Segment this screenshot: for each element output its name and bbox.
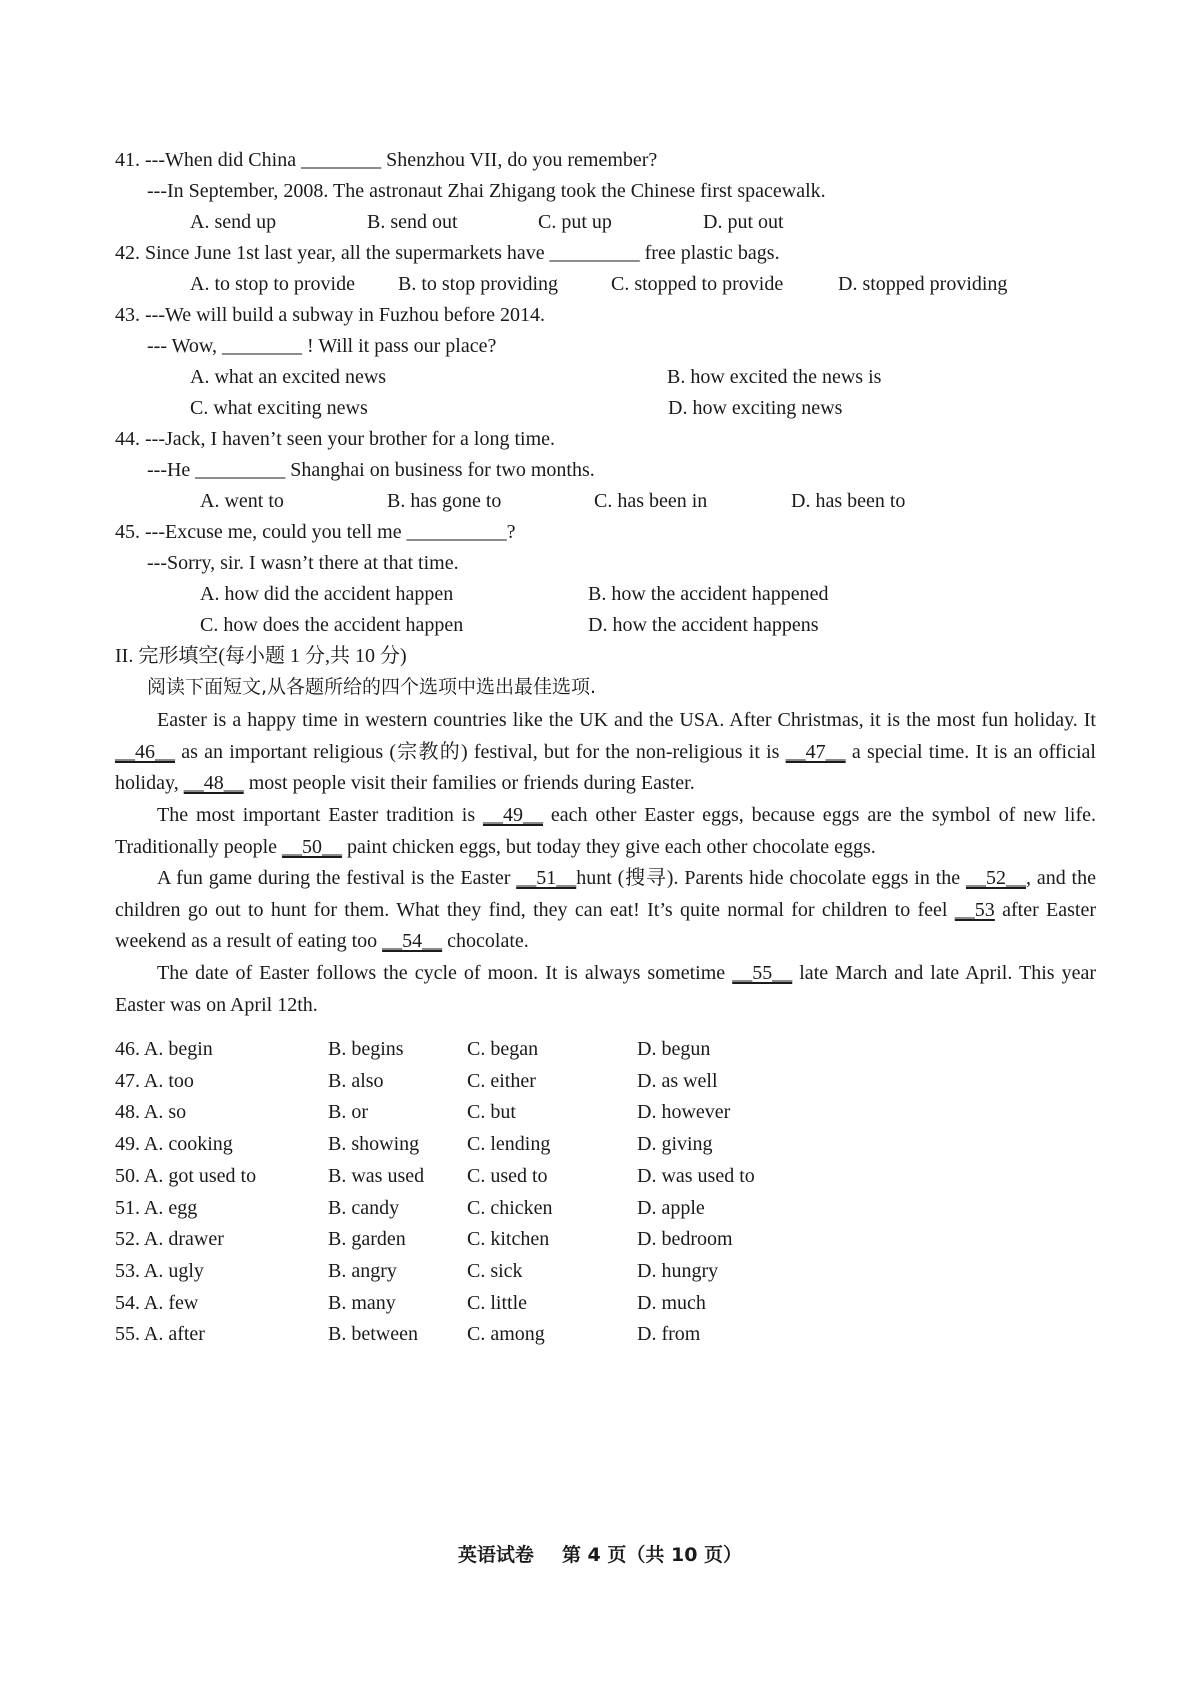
answer-55-option-d: D. from: [637, 1323, 701, 1346]
answer-48-option-c: C. but: [467, 1101, 516, 1124]
answer-48-option-a: 48. A. so: [115, 1101, 187, 1124]
answer-50-option-d: D. was used to: [637, 1164, 755, 1187]
answer-49-option-a: 49. A. cooking: [115, 1133, 233, 1156]
answer-52-option-d: D. bedroom: [637, 1228, 733, 1251]
q44-option-b: B. has gone to: [387, 490, 502, 512]
q43-option-a: A. what an excited news: [190, 366, 387, 388]
q42-option-d: D. stopped providing: [838, 273, 1008, 295]
answer-51-option-c: C. chicken: [467, 1196, 553, 1219]
question-44: 44. ---Jack, I haven’t seen your brother for a long time.: [115, 428, 556, 450]
answer-46-option-b: B. begins: [328, 1038, 404, 1060]
answer-46-option-c: C. began: [467, 1038, 539, 1060]
section-heading: [115, 643, 407, 669]
q42-option-b: B. to stop providing: [398, 273, 559, 295]
answer-48-option-d: D. however: [637, 1101, 731, 1124]
blank-47: __47__: [785, 740, 846, 763]
blank-51: __51__: [516, 867, 577, 889]
answer-54-option-a: 54. A. few: [115, 1291, 199, 1314]
answer-49-option-c: C. lending: [467, 1133, 551, 1156]
question-44-response: ---He _________ Shanghai on business for two months.: [147, 459, 595, 481]
blank-49: __49__: [483, 804, 543, 826]
answer-53-option-d: D. hungry: [637, 1259, 719, 1282]
answer-49-option-d: D. giving: [637, 1133, 713, 1156]
answer-46-option-d: D. begun: [637, 1038, 711, 1060]
blank-50: __50__: [282, 835, 343, 858]
blank-48: __48__: [183, 772, 244, 795]
q43-option-d: D. how exciting news: [668, 397, 843, 419]
question-45: 45. ---Excuse me, could you tell me __________?: [115, 521, 516, 543]
answer-47-option-a: 47. A. too: [115, 1069, 194, 1092]
q44-option-a: A. went to: [200, 490, 284, 512]
blank-53: __53: [954, 898, 995, 921]
q43-option-b: B. how excited the news is: [667, 366, 882, 388]
answer-51-option-d: D. apple: [637, 1196, 705, 1219]
q44-option-d: D. has been to: [791, 490, 906, 512]
passage-paragraph-2: The most important Easter tradition is __49__ each other Easter eggs, because eggs are the symbol of new life. Traditionally people __50__ paint chicken eggs, but today they give each other chocolate eggs.: [115, 804, 1097, 858]
section-instruction: 阅读下面短文,从各题所给的四个选项中选出最佳选项.: [147, 676, 597, 698]
answer-50-option-a: 50. A. got used to: [115, 1164, 257, 1187]
footer-page-number: 第 4 页（共 10 页）: [561, 1544, 743, 1566]
answer-47-option-d: D. as well: [637, 1069, 718, 1092]
answer-51-option-a: 51. A. egg: [115, 1196, 198, 1219]
question-41-response: ---In September, 2008. The astronaut Zhai Zhigang took the Chinese first spacewalk.: [147, 180, 826, 202]
q45-option-b: B. how the accident happened: [588, 583, 829, 605]
answer-53-option-b: B. angry: [328, 1259, 397, 1282]
answer-50-option-b: B. was used: [328, 1164, 425, 1187]
passage-paragraph-4: The date of Easter follows the cycle of moon. It is always sometime __55__ late March and late April. This year Easter was on April 12th.: [115, 962, 1097, 1016]
answer-47-option-b: B. also: [328, 1069, 384, 1092]
q43-option-c: C. what exciting news: [190, 397, 368, 419]
answer-53-option-a: 53. A. ugly: [115, 1259, 204, 1282]
q45-option-d: D. how the accident happens: [588, 614, 819, 636]
question-42: 42. Since June 1st last year, all the supermarkets have _________ free plastic bags.: [115, 242, 780, 264]
answer-47-option-c: C. either: [467, 1069, 536, 1092]
q42-option-c: C. stopped to provide: [611, 273, 784, 295]
answer-55-option-c: C. among: [467, 1323, 545, 1346]
answer-55-option-b: B. between: [328, 1323, 418, 1346]
answer-52-option-c: C. kitchen: [467, 1228, 550, 1251]
answer-53-option-c: C. sick: [467, 1259, 523, 1282]
blank-52: __52__: [965, 867, 1026, 889]
answer-54-option-d: D. much: [637, 1291, 706, 1314]
answer-54-option-c: C. little: [467, 1291, 527, 1314]
answer-48-option-b: B. or: [328, 1101, 368, 1124]
blank-55: __55__: [732, 962, 793, 984]
q41-option-d: D. put out: [703, 211, 784, 233]
answer-54-option-b: B. many: [328, 1291, 396, 1314]
answer-46-option-a: 46. A. begin: [115, 1038, 213, 1060]
q41-option-c: C. put up: [538, 211, 612, 233]
q41-option-b: B. send out: [367, 211, 458, 233]
blank-46: __46__: [115, 740, 175, 763]
answer-52-option-b: B. garden: [328, 1228, 406, 1251]
answer-49-option-b: B. showing: [328, 1133, 420, 1156]
answer-52-option-a: 52. A. drawer: [115, 1228, 224, 1251]
question-43: 43. ---We will build a subway in Fuzhou before 2014.: [115, 304, 545, 326]
q45-option-a: A. how did the accident happen: [200, 583, 454, 605]
page-footer: [0, 1540, 1200, 1567]
q41-option-a: A. send up: [190, 211, 277, 233]
question-41: 41. ---When did China ________ Shenzhou VII, do you remember?: [115, 149, 658, 171]
answer-55-option-a: 55. A. after: [115, 1323, 205, 1346]
footer-subject: 英语试卷: [457, 1544, 534, 1566]
question-45-response: ---Sorry, sir. I wasn’t there at that time.: [147, 552, 459, 574]
question-43-response: --- Wow, ________ ! Will it pass our place?: [147, 335, 497, 357]
section-heading-text: II. 完形填空(每小题 1 分,共 10 分): [115, 645, 407, 667]
passage-paragraph-3: A fun game during the festival is the Easter __51__hunt (搜寻). Parents hide chocolate eggs in the __52__, and the children go out to hunt for them. What they find, they can eat! It’s quite normal for children to feel __53 after Easter weekend as a result of eating too __54__ chocolate.: [115, 867, 1096, 953]
q44-option-c: C. has been in: [594, 490, 708, 512]
answer-51-option-b: B. candy: [328, 1196, 400, 1219]
passage-paragraph-1: Easter is a happy time in western countries like the UK and the USA. After Christmas, it is the most fun holiday. It __46__ as an important religious (宗教的) festival, but for the non-religious it is __47__ a special time. It is an official holiday, __48__ most people visit their families or friends during Easter.: [115, 709, 1096, 795]
q45-option-c: C. how does the accident happen: [200, 614, 464, 636]
q42-option-a: A. to stop to provide: [190, 273, 355, 295]
blank-54: __54__: [382, 930, 443, 953]
answer-50-option-c: C. used to: [467, 1164, 548, 1187]
